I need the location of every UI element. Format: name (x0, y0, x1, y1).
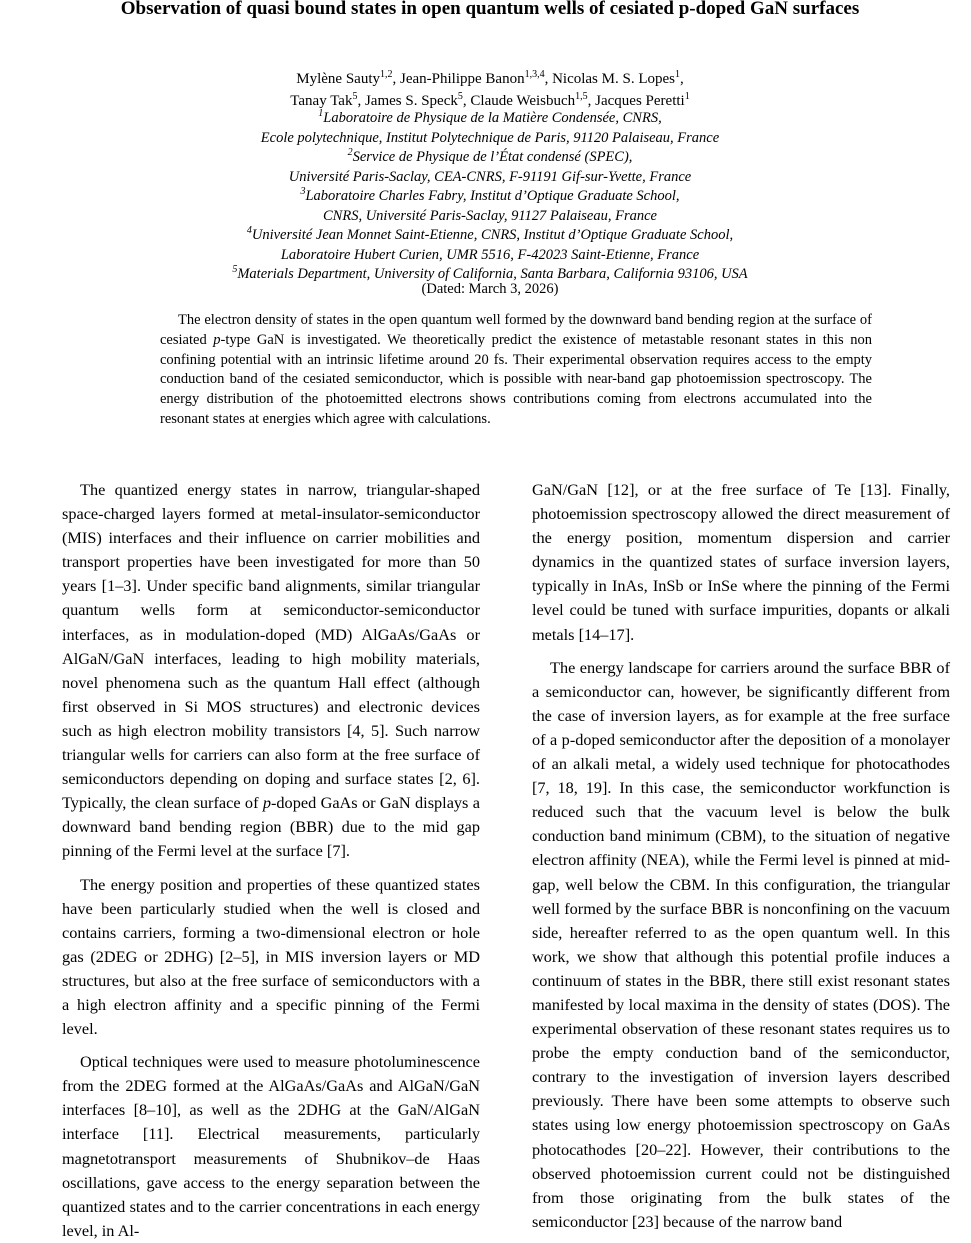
affiliation-line: Ecole polytechnique, Institut Polytechnique de Paris, 91120 Palaiseau, France (260, 129, 720, 146)
affiliation-line: $^1$Laboratoire de Physique de la Matière Condensée, CNRS, (318, 108, 662, 126)
paper-title: Observation of quasi bound states in open quantum wells of cesiated p-doped GaN surfaces (120, 0, 860, 19)
affiliation-line: $^2$Service de Physique de l’État condensé (SPEC), (347, 147, 633, 165)
right-column (532, 478, 950, 1234)
affiliation-line: CNRS, Université Paris-Saclay, 91127 Palaiseau, France (323, 207, 657, 224)
affiliation-line: $^3$Laboratoire Charles Fabry, Institut d’Optique Graduate School, (300, 186, 680, 204)
author-list (75, 68, 905, 112)
arxiv-sidebar (2, 220, 48, 620)
left-column (62, 478, 480, 1243)
author-line: Tanay Tak$^5$, James S. Speck$^5$, Claude Weisbuch$^{1,5}$, Jacques Peretti$^1$ (290, 91, 690, 109)
affiliation-line: Université Paris-Saclay, CEA-CNRS, F-91191 Gif-sur-Yvette, France (288, 168, 692, 185)
affiliation-line: Laboratoire Hubert Curien, UMR 5516, F-42023 Saint-Etienne, France (280, 246, 700, 263)
author-line: Mylène Sauty$^{1,2}$, Jean-Philippe Banon$^{1,3,4}$, Nicolas M. S. Lopes$^1$, (296, 69, 684, 87)
date-line: (Dated: March 3, 2026) (421, 281, 559, 297)
abstract: The electron density of states in the open quantum well formed by the downward band bending region at the surface of cesiated p-type GaN is investigated. We theoretically predict the existence of metastable resonant states in this non confining potential with an intrinsic lifetime around 20 fs. Their experimental observation requires access to the empty conduction band of the cesiated semiconductor, which is possible with near-band gap photoemission spectroscopy. The energy distribution of the photoemitted electrons shows contributions coming from electrons accumulated into the resonant states at energies which agree with calculations. (160, 312, 872, 427)
body-paragraph: The energy landscape for carriers around the surface BBR of a semiconductor can, however, be significantly different from the case of inversion layers, as for example at the free surface of a p-doped semiconductor after the deposition of a monolayer of an alkali metal, a widely used technique for photocathodes [7, 18, 19]. In this case, the semiconductor workfunction is reduced such that the vacuum level is below the bulk conduction band minimum (CBM), to the situation of negative electron affinity (NEA), while the Fermi level is pinned at mid-gap, well below the CBM. In this configuration, the triangular well formed by the surface BBR is nonconfining on the vacuum side, hereafter referred to as the open quantum well. In this work, we show that although this potential profile induces a continuum of states in the BBR, there still exist resonant states manifested by local maxima in the density of states (DOS). The experimental observation of these resonant states requires us to probe the empty conduction band of the semiconductor, contrary to the investigation of inversion layers described previously. There have been some attempts to observe such states using low energy photoemission spectroscopy on GaAs photocathodes [20–22]. However, their contributions to the observed photoemission current could not be distinguished from those originating from the bulk states of the semiconductor [23] because of the narrow band (532, 657, 950, 1231)
body-paragraph: Optical techniques were used to measure photoluminescence from the 2DEG formed at the AlGaAs/GaAs and AlGaN/GaN interfaces [8–10], as well as the 2DHG at the GaN/AlGaN interface [11]. Electrical measurements, particularly magnetotransport measurements of Shubnikov–de Haas oscillations, gave access to the energy separation between the quantized states and to the carrier concentrations in each energy level, in Al- (62, 1052, 480, 1240)
body-paragraph: The quantized energy states in narrow, triangular-shaped space-charged layers formed at metal-insulator-semiconductor (MIS) interfaces and their influence on carrier mobilities and transport properties have been investigated for more than 50 years [1–3]. Under specific band alignments, similar triangular quantum wells form at semiconductor-semiconductor interfaces, as in modulation-doped (MD) AlGaAs/GaAs or AlGaN/GaN interfaces, leading to high mobility materials, novel phenomena such as the quantum Hall effect (although first observed in Si MOS structures) and electronic devices such as high electron mobility transistors [4, 5]. Such narrow triangular wells for carriers can also form at the free surface of semiconductors depending on doping and surface states [2, 6]. Typically, the clean surface of p-doped GaAs or GaN displays a downward band bending region (BBR) due to the mid gap pinning of the Fermi level at the surface [7]. (62, 480, 480, 861)
affiliations (75, 109, 905, 285)
body-paragraph: The energy position and properties of these quantized states have been particularly studied when the well is closed and contains carriers, forming a two-dimensional electron or hole gas (2DEG or 2DHG) [2–5], in MIS inversion layers or MD structures, but also at the free surface of semiconductors with a a high electron affinity and a specific pinning of the Fermi level. (62, 874, 480, 1039)
affiliation-line: $^4$Université Jean Monnet Saint-Etienne, CNRS, Institut d’Optique Graduate School, (246, 225, 734, 243)
body-paragraph: GaN/GaN [12], or at the free surface of Te [13]. Finally, photoemission spectroscopy allowed the direct measurement of the energy position, momentum dispersion and carrier dynamics in the quantized states of surface inversion layers, typically in InAs, InSb or InSe where the pinning of the Fermi level could be tuned with surface impurities, dopants or alkali metals [14–17]. (532, 480, 950, 644)
affiliation-line: $^5$Materials Department, University of California, Santa Barbara, California 93106, USA (232, 264, 748, 282)
